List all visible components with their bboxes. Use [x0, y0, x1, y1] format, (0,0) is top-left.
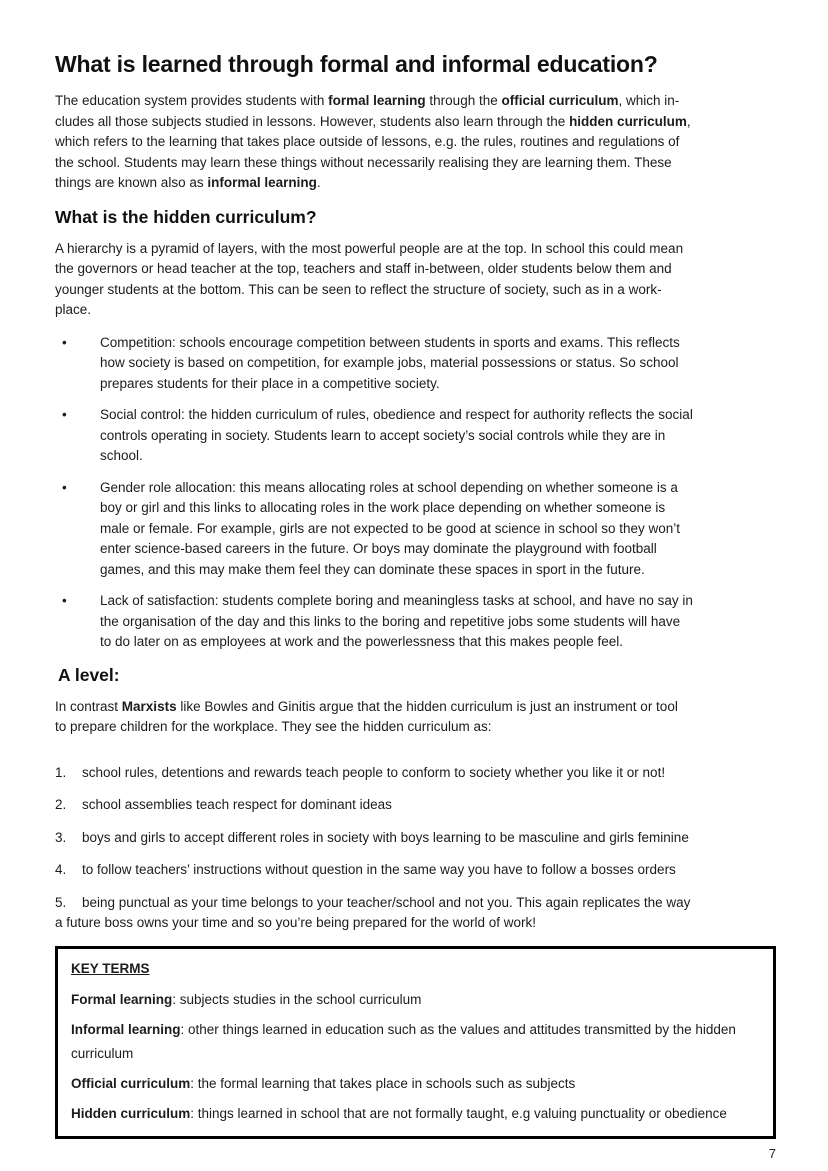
key-terms-box	[55, 946, 776, 1140]
item-text: being punctual as your time belongs to your teacher/school and not you. This again replicates the way a future boss owns your time and so you’re being prepared for the world of work!	[55, 894, 691, 930]
bullet-item-lack-of-satisfaction	[55, 591, 776, 653]
bullet-marker: •	[62, 334, 67, 350]
key-term-official-curriculum: Official curriculum: the formal learning that takes place in schools such as subjects	[71, 1076, 576, 1091]
section-heading-hidden-curriculum: What is the hidden curriculum?	[55, 206, 317, 227]
bullet-text: Social control: the hidden curriculum of rules, obedience and respect for authority reflects the social controls operating in society. Students learn to accept society’s social controls while they are in school.	[100, 407, 693, 463]
item-number: 3.	[55, 829, 67, 845]
item-text: boys and girls to accept different roles in society with boys learning to be masculine and girls feminine	[82, 829, 689, 845]
section-heading-a-level: A level:	[58, 664, 120, 685]
bullet-item-social-control	[55, 405, 776, 467]
bullet-item-competition	[55, 333, 776, 395]
bullet-text: Competition: schools encourage competition between students in sports and exams. This reflects how society is based on competition, for example jobs, material possessions or status. So school prepares students for their place in a competitive society.	[100, 334, 680, 391]
item-text: school rules, detentions and rewards teach people to conform to society whether you like it or not!	[82, 764, 666, 780]
page-title: What is learned through formal and informal education?	[55, 51, 658, 77]
intro-paragraph: The education system provides students with formal learning through the official curriculum, which in- cludes all those subjects studied in lessons. However, students also learn through the hidden curriculum, which refers to the learning that takes place outside of lessons, e.g. the rules, routines and regulations of the school. Students may learn these things without necessarily realising they are learning them. These things are known also as informal learning.	[55, 93, 691, 190]
numbered-item-5	[55, 893, 776, 934]
bullet-item-gender-role-allocation	[55, 478, 776, 581]
numbered-item-1	[55, 763, 776, 784]
item-number: 4.	[55, 862, 67, 877]
bullet-text: Lack of satisfaction: students complete boring and meaningless tasks at school, and have no say in the organisation of the day and this links to the boring and repetitive jobs some students will have to do later on as employees at work and the powerlessness that this makes people feel.	[100, 593, 693, 649]
bullet-marker: •	[62, 407, 67, 422]
item-text: to follow teachers’ instructions without question in the same way you have to follow a bosses orders	[82, 862, 676, 877]
key-term-formal-learning: Formal learning: subjects studies in the school curriculum	[71, 992, 422, 1007]
numbered-item-2	[55, 795, 776, 816]
key-terms-heading: KEY TERMS	[71, 960, 150, 976]
bullet-marker: •	[62, 593, 67, 608]
bullet-text: Gender role allocation: this means allocating roles at school depending on whether someone is a boy or girl and this links to allocating roles in the work place depending on whether someone is male or female. For example, girls are not expected to be good at science in school so they won’t enter science-based careers in the future. Or boys may dominate the playground with football games, and this may make them feel they can dominate these spaces in sport in the future.	[100, 479, 681, 577]
item-number: 5.	[55, 894, 67, 910]
key-term-hidden-curriculum: Hidden curriculum: things learned in school that are not formally taught, e.g valuing punctuality or obedience	[71, 1106, 727, 1121]
hidden-curriculum-bullet-list	[55, 333, 776, 653]
key-term-informal-learning: Informal learning: other things learned in education such as the values and attitudes transmitted by the hidden curriculum	[71, 1022, 736, 1061]
page-number: 7	[768, 1146, 776, 1161]
marxist-numbered-list	[55, 763, 776, 934]
marxists-paragraph: In contrast Marxists like Bowles and Ginitis argue that the hidden curriculum is just an instrument or tool to prepare children for the workplace. They see the hidden curriculum as:	[55, 698, 678, 734]
numbered-item-4	[55, 860, 776, 881]
bullet-marker: •	[62, 479, 67, 495]
item-text: school assemblies teach respect for dominant ideas	[82, 797, 392, 812]
hierarchy-paragraph: A hierarchy is a pyramid of layers, with the most powerful people are at the top. In school this could mean the governors or head teacher at the top, teachers and staff in-between, older students below them and younger students at the bottom. This can be seen to reflect the structure of society, such as in a work- place.	[55, 240, 684, 317]
item-number: 1.	[55, 764, 67, 780]
item-number: 2.	[55, 797, 67, 812]
numbered-item-3	[55, 828, 776, 849]
